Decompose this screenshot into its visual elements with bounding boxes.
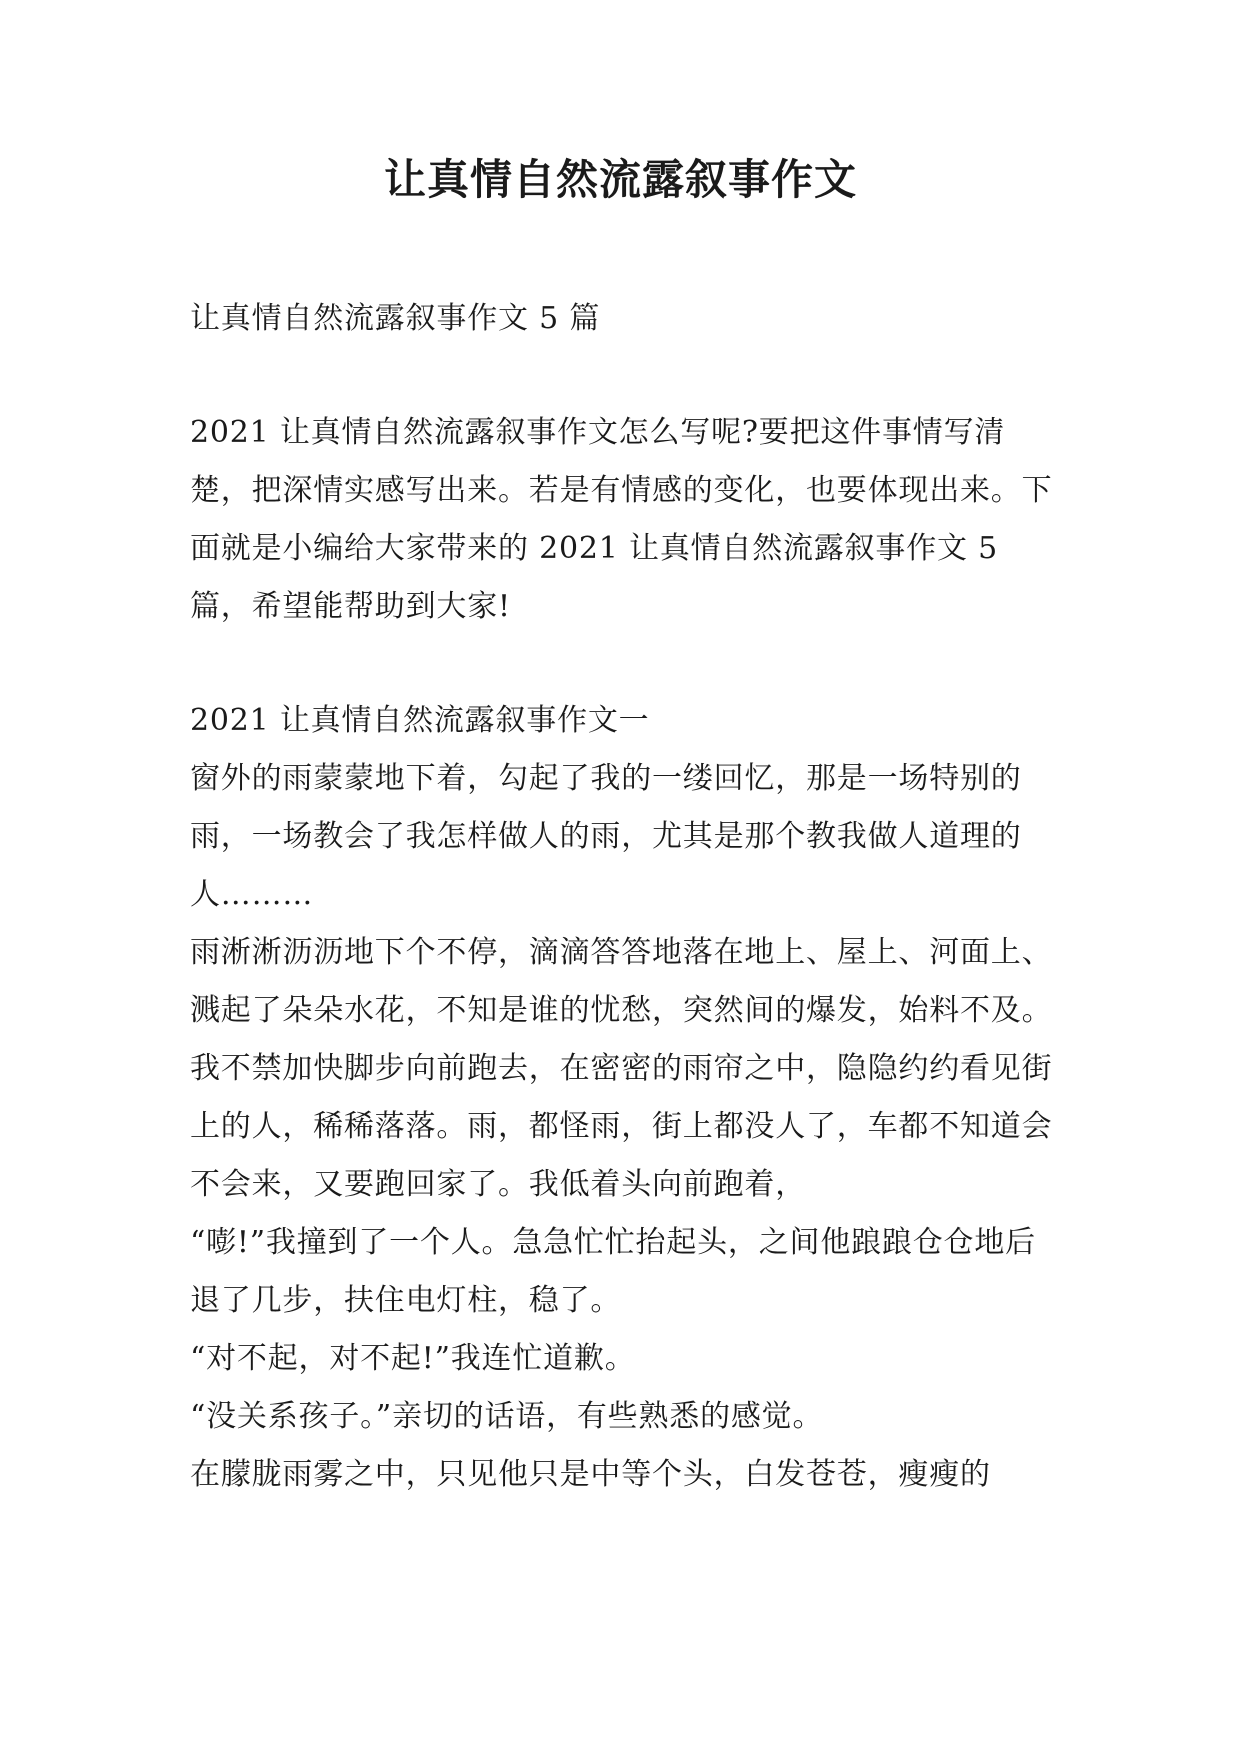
body-paragraph: 窗外的雨蒙蒙地下着，勾起了我的一缕回忆，那是一场特别的雨，一场教会了我怎样做人的雨，尤其是那个教我做人道理的人………: [190, 761, 1022, 912]
document-title: 让真情自然流露叙事作文: [383, 155, 857, 204]
body-paragraph: 我不禁加快脚步向前跑去，在密密的雨帘之中，隐隐约约看见街上的人，稀稀落落。雨，都怪雨，街上都没人了，车都不知道会不会来，又要跑回家了。我低着头向前跑着，: [190, 1051, 1053, 1202]
body-paragraph: 雨淅淅沥沥地下个不停，滴滴答答地落在地上、屋上、河面上、溅起了朵朵水花，不知是谁的忧愁，突然间的爆发，始料不及。: [190, 935, 1053, 1028]
intro-paragraph: 2021 让真情自然流露叙事作文怎么写呢?要把这件事情写清楚，把深情实感写出来。若是有情感的变化，也要体现出来。下面就是小编给大家带来的 2021 让真情自然流露叙事作文 5 篇，希望能帮助到大家!: [190, 415, 1053, 624]
body-paragraph: “没关系孩子。”亲切的话语，有些熟悉的感觉。: [190, 1399, 824, 1434]
body-paragraph: 在朦胧雨雾之中，只见他只是中等个头，白发苍苍，瘦瘦的: [190, 1457, 991, 1492]
document-subtitle: 让真情自然流露叙事作文 5 篇: [190, 301, 601, 336]
body-paragraph: “对不起，对不起!”我连忙道歉。: [190, 1341, 636, 1376]
section-heading: 2021 让真情自然流露叙事作文一: [190, 703, 650, 738]
body-paragraph: “嘭!”我撞到了一个人。急急忙忙抬起头，之间他踉踉仓仓地后退了几步，扶住电灯柱，稳了。: [190, 1225, 1036, 1318]
document-body: [190, 290, 1056, 1504]
